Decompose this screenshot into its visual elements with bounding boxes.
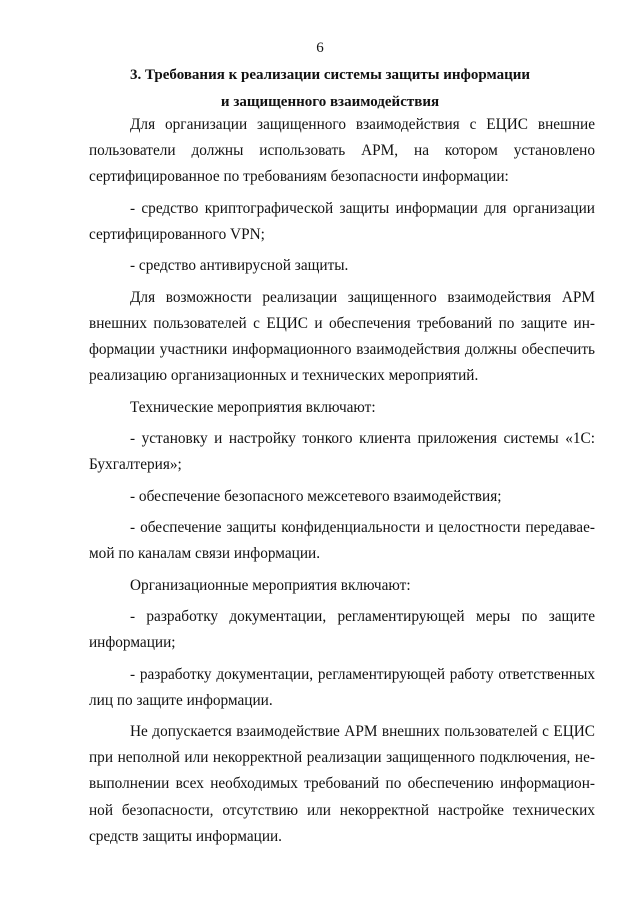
paragraph-prohibition: Не допускается взаимодействие АРМ внешних пользователей с ЕЦИС при неполной или некорректной реализации защищенного подключения, невыполнении всех необходимых требований по обеспечению информационной безопасности, отсутствию или некорректной настройке технических средств защиты информации. — [89, 723, 595, 845]
paragraph-intro: Для организации защищенного взаимодействия с ЕЦИС внешние пользователи должны использовать АРМ, на котором установлено сертифицированное по требованиям безопасности информации: — [89, 116, 595, 186]
paragraph-organizational-heading: Организационные мероприятия включают: — [130, 576, 411, 594]
list-item-crypto: - средство криптографической защиты информации для организации сертифицированного VPN; — [89, 199, 595, 243]
section-heading-line-2: и защищенного взаимодействия — [220, 94, 440, 110]
list-item-firewall: - обеспечение безопасного межсетевого взаимодействия; — [130, 487, 502, 505]
list-item-thin-client: - установку и настройку тонкого клиента приложения системы «1С: Бухгалтерия»; — [89, 429, 595, 474]
paragraph-technical-heading: Технические мероприятия включают: — [130, 398, 376, 416]
list-item-confidentiality: - обеспечение защиты конфиденциальности и целостности передаваемой по каналам связи информации. — [89, 519, 595, 563]
list-item-documentation-measures: - разработку документации, регламентирующей меры по защите информации; — [89, 608, 595, 652]
section-heading-line-1: 3. Требования к реализации системы защиты информации — [129, 67, 531, 83]
section-body — [89, 112, 595, 855]
section-heading — [60, 62, 600, 116]
page-number: 6 — [316, 40, 324, 56]
list-item-antivirus: - средство антивирусной защиты. — [130, 257, 349, 275]
list-item-documentation-staff: - разработку документации, регламентирующей работу ответственных лиц по защите информации. — [89, 665, 595, 709]
paragraph-measures: Для возможности реализации защищенного взаимодействия АРМ внешних пользователей с ЕЦИС и обеспечения требований по защите информации участники информационного взаимодействия должны обеспечить реализацию организационных и технических мероприятий. — [89, 288, 595, 385]
